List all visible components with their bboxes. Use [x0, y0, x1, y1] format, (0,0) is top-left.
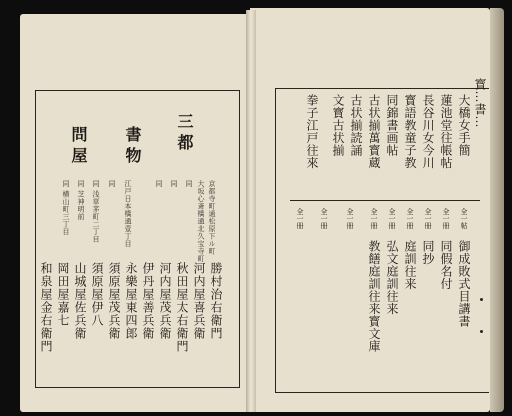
lower-title-5: 弘文庭訓往来 — [385, 240, 399, 315]
publisher-3: 秋田屋太右衛門 — [175, 262, 189, 353]
lower-title-3: 同抄 — [421, 240, 435, 265]
publisher-1: 勝村治右衛門 — [209, 262, 223, 340]
volume-2: 全一冊 — [442, 208, 450, 229]
publisher-5: 伊丹屋善兵衛 — [141, 262, 155, 340]
volume-9: 全一冊 — [296, 208, 304, 229]
volume-5: 全一冊 — [388, 208, 396, 229]
lower-title-1: 御成敗式目講書 — [457, 240, 471, 328]
catalog-title-7: 古状揃読誦 — [349, 94, 363, 157]
publisher-11: 和泉屋金右衛門 — [39, 262, 53, 353]
catalog-title-5: 同錦書画帖 — [385, 94, 399, 157]
book-page-edge — [490, 8, 504, 412]
publisher-heading-1: 三都 — [175, 113, 194, 155]
volume-8: 全一冊 — [320, 208, 328, 229]
publisher-8: 須原屋伊八 — [90, 262, 104, 327]
address-1: 京都寺町通松原下ル町 — [208, 180, 216, 255]
publisher-7: 須原屋茂兵衛 — [107, 262, 121, 340]
address-8: 同 浅草茅町二丁目 — [92, 180, 100, 243]
address-3: 同 — [185, 180, 193, 188]
catalog-title-6: 古状揃萬寳蔵 — [367, 94, 381, 169]
volume-6: 全一冊 — [370, 208, 378, 229]
volume-7: 全一冊 — [346, 208, 354, 229]
publisher-2: 河内屋喜兵衛 — [192, 262, 206, 340]
catalog-heading: 寳…書… — [473, 78, 487, 128]
publisher-6: 永樂屋東四郎 — [124, 262, 138, 340]
publisher-4: 河内屋茂兵衛 — [158, 262, 172, 340]
catalog-title-9: 拳子江戸往來 — [305, 94, 319, 169]
volume-3: 全一冊 — [424, 208, 432, 229]
catalog-title-1: 大橋女手簡 — [457, 94, 471, 157]
publisher-heading-2: 書物 — [123, 126, 142, 168]
volume-4: 全一冊 — [406, 208, 414, 229]
address-2: 大坂心斎橋通北久宝寺町 — [197, 180, 205, 263]
ink-dot — [480, 298, 483, 301]
address-5: 同 — [155, 180, 163, 188]
lower-title-4: 庭訓往来 — [403, 240, 417, 290]
lower-title-6: 教饍庭訓往来寳文庫 — [367, 240, 381, 353]
volume-1: 全一帖 — [460, 208, 468, 229]
catalog-title-4: 寳語教童子教 — [403, 94, 417, 169]
address-4: 同 — [170, 180, 178, 188]
catalog-title-3: 長谷川女今川 — [421, 94, 435, 169]
publisher-9: 山城屋佐兵衛 — [73, 262, 87, 340]
address-7: 同 — [108, 180, 116, 188]
ink-dot — [480, 330, 483, 333]
publisher-10: 岡田屋嘉七 — [56, 262, 70, 327]
publisher-heading-3: 問屋 — [69, 126, 88, 168]
book-gutter — [246, 10, 256, 412]
address-10: 同 横山町三丁目 — [62, 180, 70, 236]
catalog-title-8: 文寳古状揃 — [331, 94, 345, 157]
catalog-title-2: 蓮池堂往帳帖 — [439, 94, 453, 169]
lower-title-2: 同假名付 — [439, 240, 453, 290]
address-9: 同 芝神明前 — [77, 180, 85, 221]
address-6: 江戸日本橋通壹丁目 — [124, 180, 132, 248]
catalog-divider — [290, 200, 480, 201]
